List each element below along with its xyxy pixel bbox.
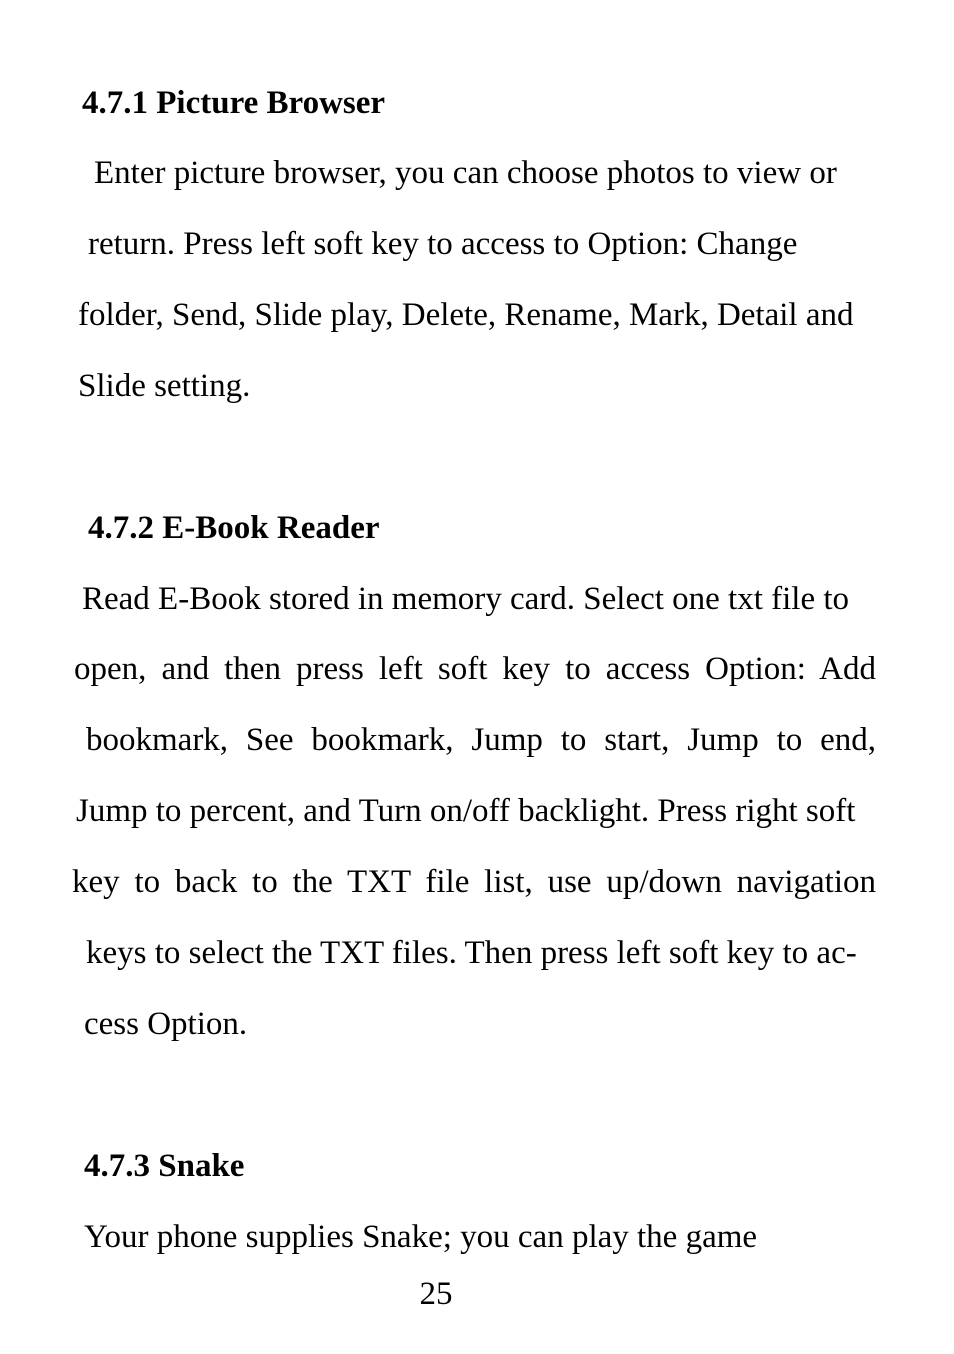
- body-line: key to back to the TXT file list, use up/down navigation: [72, 864, 876, 900]
- section-heading: 4.7.2 E-Book Reader: [88, 510, 380, 546]
- body-line: Your phone supplies Snake; you can play the game: [84, 1219, 758, 1255]
- body-line: return. Press left soft key to access to Option: Change: [88, 226, 798, 262]
- body-line: Jump to percent, and Turn on/off backlight. Press right soft: [76, 793, 856, 829]
- section-heading: 4.7.1 Picture Browser: [82, 85, 386, 121]
- body-line: Slide setting.: [78, 368, 251, 404]
- body-line: cess Option.: [84, 1006, 248, 1042]
- body-line: bookmark, See bookmark, Jump to start, Jump to end,: [86, 722, 876, 758]
- section-heading: 4.7.3 Snake: [84, 1148, 245, 1184]
- body-line: open, and then press left soft key to access Option: Add: [74, 651, 876, 687]
- body-line: keys to select the TXT files. Then press left soft key to ac-: [86, 935, 857, 971]
- body-line: Read E-Book stored in memory card. Select one txt file to: [82, 581, 850, 617]
- body-line: folder, Send, Slide play, Delete, Rename, Mark, Detail and: [78, 297, 854, 333]
- page-number: 25: [419, 1276, 453, 1312]
- body-line: Enter picture browser, you can choose photos to view or: [94, 155, 837, 191]
